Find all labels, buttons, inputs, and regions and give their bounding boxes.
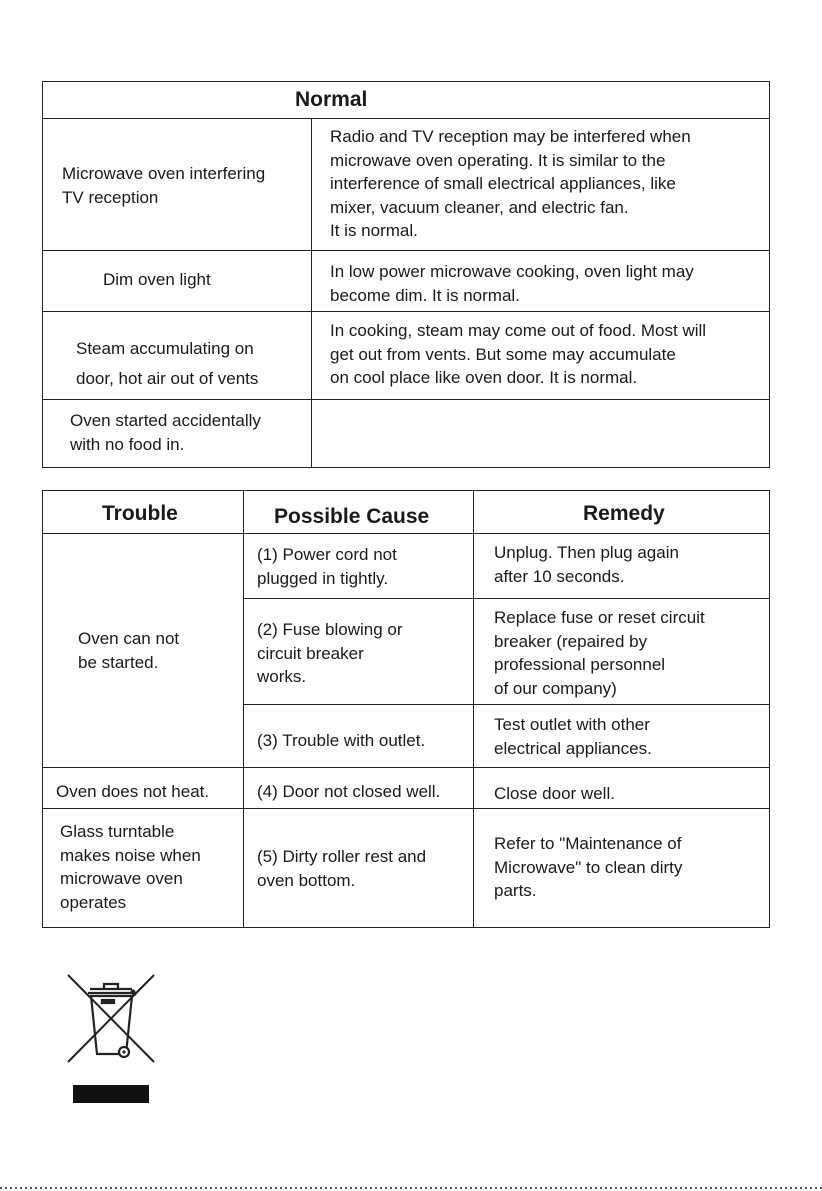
page-edge-dots <box>0 1187 822 1189</box>
remedy-cell: Close door well. <box>494 784 615 803</box>
cause-cell: (2) Fuse blowing or circuit breaker works. <box>257 620 403 686</box>
remedy-cell: Refer to "Maintenance of Microwave" to clean dirty parts. <box>494 834 683 900</box>
trouble-row-divider <box>42 808 770 809</box>
normal-explanation-cell: In cooking, steam may come out of food. Most will get out from vents. But some may accumulate on cool place like oven door. It is normal. <box>330 321 707 387</box>
normal-table-title: Normal <box>295 88 368 111</box>
cause-cell: (4) Door not closed well. <box>257 782 441 801</box>
remedy-cell: Test outlet with other electrical appliances. <box>494 715 652 758</box>
trouble-row-divider <box>42 767 770 768</box>
normal-issue-cell: Steam accumulating on door, hot air out of vents <box>76 339 259 388</box>
normal-row-divider <box>42 250 770 251</box>
cause-cell: (5) Dirty roller rest and oven bottom. <box>257 847 427 890</box>
cause-cell: (1) Power cord not plugged in tightly. <box>257 545 397 588</box>
normal-explanation-cell: Radio and TV reception may be interfered when microwave oven operating. It is similar to the interference of small electrical appliances, like mixer, vacuum cleaner, and electric fan. It is normal. <box>330 127 691 240</box>
normal-row-divider <box>42 399 770 400</box>
crossed-out-wheelie-bin-icon <box>64 972 158 1066</box>
weee-solid-bar <box>73 1085 149 1103</box>
remedy-cell: Replace fuse or reset circuit breaker (repaired by professional personnel of our company) <box>494 608 705 698</box>
trouble-column-divider <box>243 490 244 928</box>
trouble-cell: Glass turntable makes noise when microwave oven operates <box>60 822 201 912</box>
normal-issue-cell: Oven started accidentally with no food in. <box>70 411 261 454</box>
normal-issue-cell: Microwave oven interfering TV reception <box>62 164 266 207</box>
normal-header-divider <box>42 118 770 119</box>
trouble-sub-row-divider <box>243 704 770 705</box>
cause-column-header: Possible Cause <box>274 505 430 528</box>
normal-issue-cell: Dim oven light <box>103 270 211 289</box>
trouble-cell: Oven can not be started. <box>78 629 180 672</box>
normal-column-divider <box>311 118 312 468</box>
trouble-sub-row-divider <box>243 598 770 599</box>
trouble-column-header: Trouble <box>102 502 178 525</box>
cause-cell: (3) Trouble with outlet. <box>257 731 426 750</box>
trouble-header-divider <box>42 533 770 534</box>
remedy-column-header: Remedy <box>583 502 665 525</box>
normal-explanation-cell: In low power microwave cooking, oven light may become dim. It is normal. <box>330 262 694 305</box>
remedy-cell: Unplug. Then plug again after 10 seconds. <box>494 543 679 586</box>
trouble-cell: Oven does not heat. <box>56 782 210 801</box>
normal-row-divider <box>42 311 770 312</box>
trouble-column-divider <box>473 490 474 928</box>
